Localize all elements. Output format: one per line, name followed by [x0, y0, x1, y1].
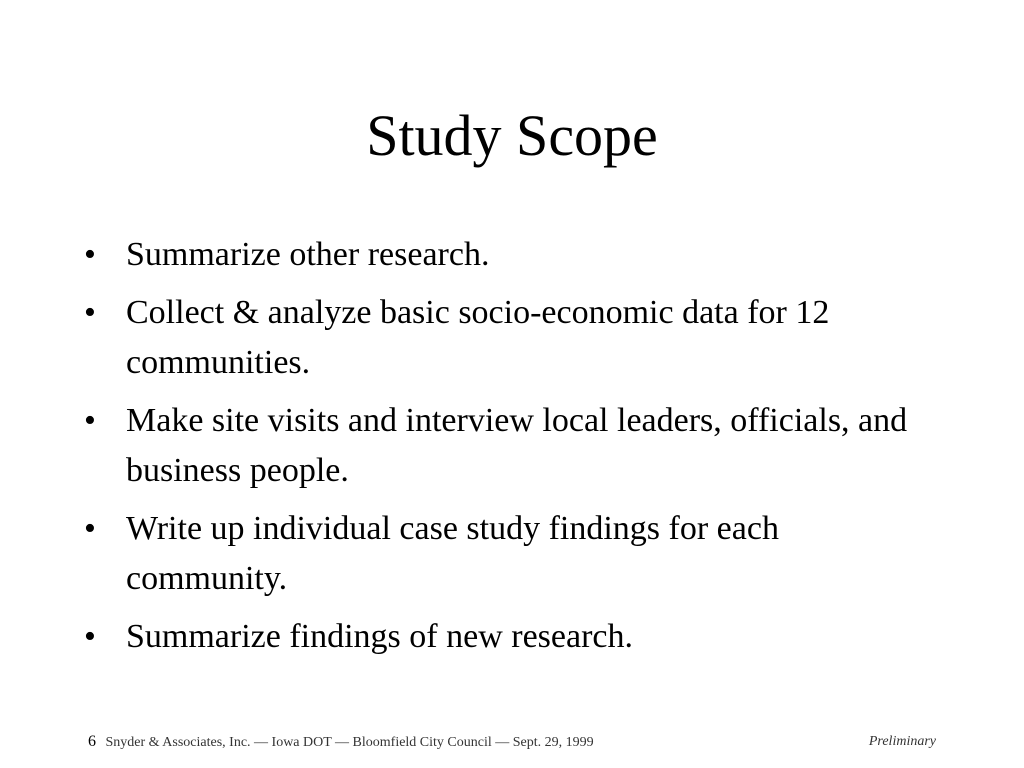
bullet-item: [82, 288, 922, 388]
page-number: 6: [88, 733, 96, 750]
slide-footer: [88, 732, 936, 752]
bullet-icon: •: [84, 510, 96, 547]
bullet-item: [82, 396, 922, 496]
bullet-text: Summarize other research.: [126, 236, 490, 273]
bullet-icon: •: [84, 618, 96, 655]
bullet-icon: •: [84, 294, 96, 331]
bullet-text: Summarize findings of new research.: [126, 618, 633, 655]
bullet-item: [82, 230, 922, 280]
footer-text: Snyder & Associates, Inc. — Iowa DOT — Bloomfield City Council — Sept. 29, 1999: [105, 735, 594, 750]
slide-title: Study Scope: [366, 103, 658, 168]
status-label: Preliminary: [868, 734, 936, 749]
bullet-icon: •: [84, 402, 96, 439]
bullet-item: [82, 504, 922, 604]
bullet-text: Make site visits and interview local leaders, officials, and business people.: [126, 402, 908, 489]
bullet-icon: •: [84, 236, 96, 273]
bullet-item: [82, 612, 922, 662]
bullet-text: Collect & analyze basic socio-economic data for 12 communities.: [126, 294, 830, 381]
bullet-list: [82, 230, 922, 670]
bullet-text: Write up individual case study findings for each community.: [126, 510, 779, 597]
